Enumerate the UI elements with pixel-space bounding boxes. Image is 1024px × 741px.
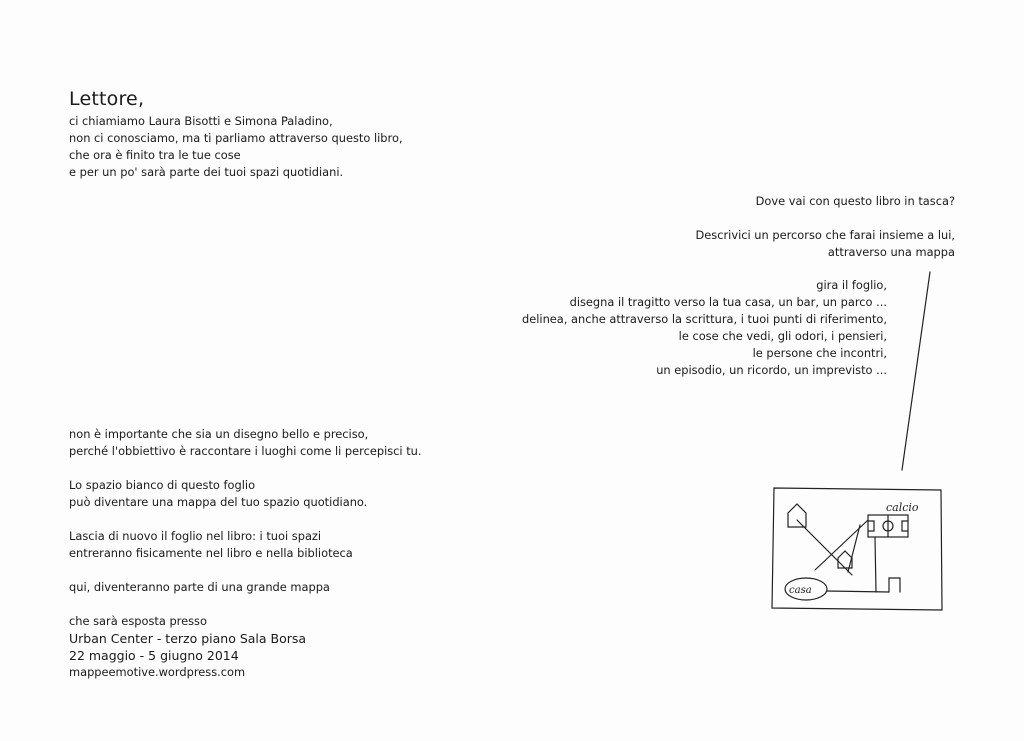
paragraph-line: può diventare una mappa del tuo spazio quotidiano. [69, 495, 368, 509]
paragraph-line: qui, diventeranno parte di una grande mappa [69, 580, 330, 594]
page-title: Lettore, [69, 88, 145, 110]
event-website: mappeemotive.wordpress.com [69, 665, 246, 679]
describe-line: attraverso una mappa [827, 245, 955, 259]
route-line [815, 520, 868, 570]
paragraph-line: entreranno fisicamente nel libro e nella biblioteca [69, 546, 353, 560]
instruction-line: gira il foglio, [816, 278, 887, 292]
paragraph-line: Lascia di nuovo il foglio nel libro: i tuoi spazi [69, 529, 322, 543]
route-line [848, 525, 860, 572]
intro-line: e per un po' sarà parte dei tuoi spazi quotidiani. [69, 165, 344, 179]
instruction-line: le persone che incontri, [752, 346, 887, 360]
instruction-line: le cose che vedi, gli odori, i pensieri, [678, 329, 887, 343]
paragraph-line: che sarà esposta presso [69, 614, 207, 628]
paragraph-line: Lo spazio bianco di questo foglio [69, 478, 256, 492]
intro-line: ci chiamiamo Laura Bisotti e Simona Paladino, [69, 114, 333, 128]
describe-line: Descrivici un percorso che farai insieme a lui, [695, 228, 955, 242]
event-dates: 22 maggio - 5 giugno 2014 [69, 648, 239, 663]
instruction-line: delinea, anche attraverso la scrittura, i tuoi punti di riferimento, [522, 312, 887, 326]
route-line [827, 591, 889, 592]
question-text: Dove vai con questo libro in tasca? [755, 194, 955, 208]
pointer-line [902, 272, 930, 470]
paragraph-line: perché l'obbiettivo è raccontare i luoghi come li percepisci tu. [69, 444, 422, 458]
intro-line: non ci conosciamo, ma ti parliamo attraverso questo libro, [69, 131, 403, 145]
sketch-label-casa: casa [789, 585, 812, 596]
house-icon [889, 578, 900, 592]
event-venue: Urban Center - terzo piano Sala Borsa [69, 631, 307, 646]
instruction-line: disegna il tragitto verso la tua casa, un bar, un parco ... [569, 295, 887, 309]
instruction-line: un episodio, un ricordo, un imprevisto ... [656, 363, 887, 377]
route-line [875, 537, 876, 592]
house-icon [788, 504, 806, 527]
route-line [797, 520, 852, 575]
intro-line: che ora è finito tra le tue cose [69, 148, 241, 162]
paragraph-line: non è importante che sia un disegno bello e preciso, [69, 427, 369, 441]
sketch-label-calcio: calcio [886, 501, 919, 514]
